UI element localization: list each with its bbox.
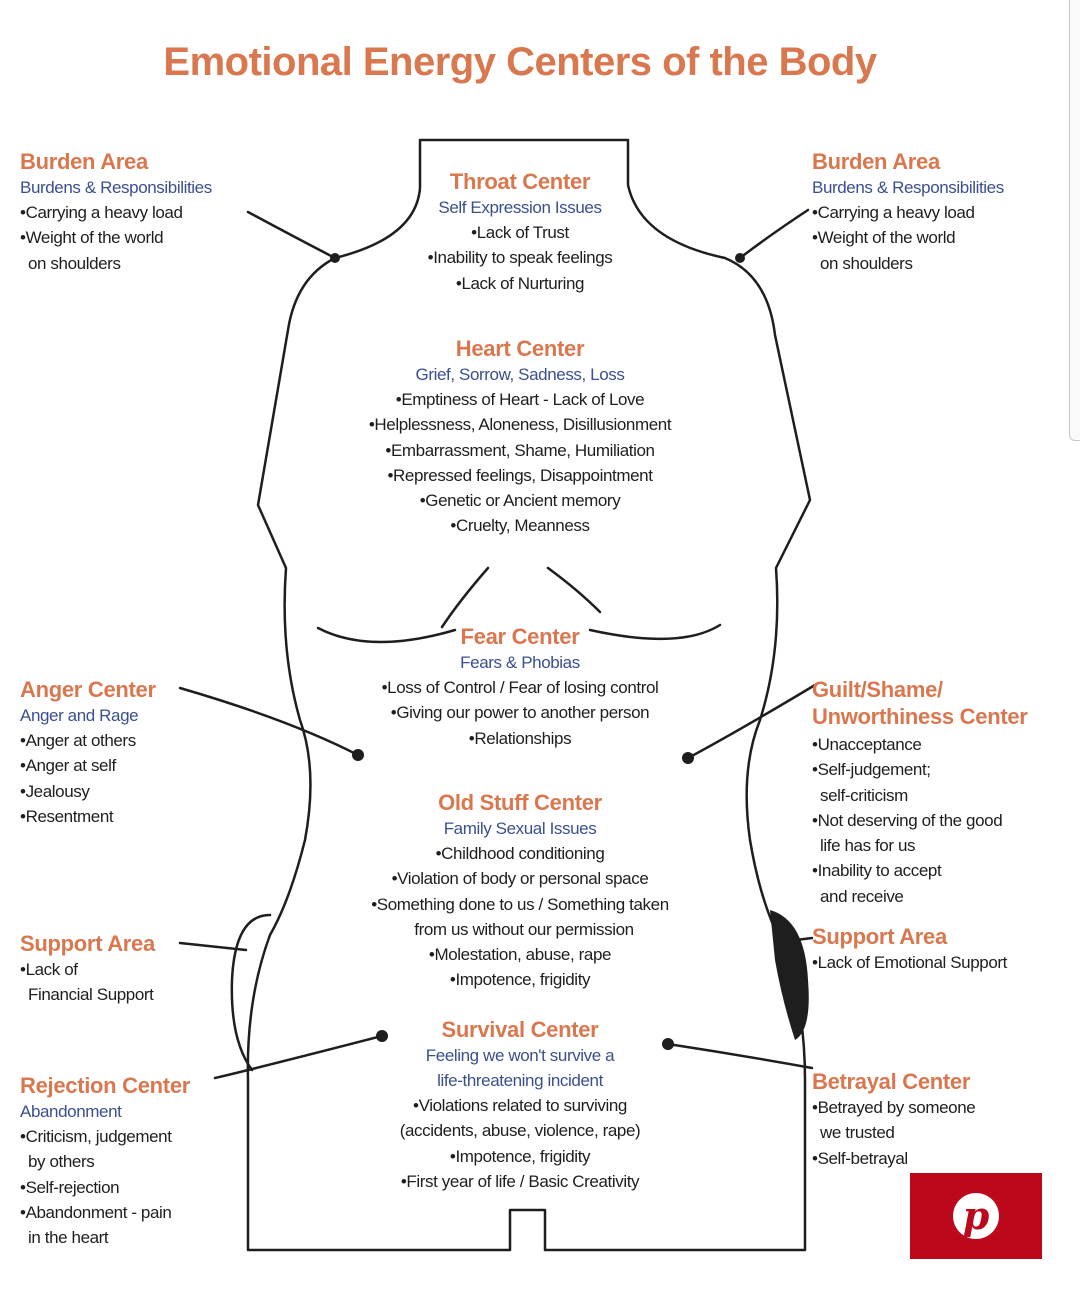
list-item: • Violation of body or personal space bbox=[310, 866, 730, 891]
old-stuff-center bbox=[310, 789, 730, 993]
list-item: • Something done to us / Something taken bbox=[310, 892, 730, 917]
list-item: • Lack of Emotional Support bbox=[812, 950, 1074, 975]
list-item: • Carrying a heavy load bbox=[812, 200, 1072, 225]
list-item: self-criticism bbox=[820, 785, 908, 805]
center-subheading: Family Sexual Issues bbox=[443, 819, 597, 838]
list-item: Financial Support bbox=[28, 985, 154, 1005]
list-item: • Lack of bbox=[20, 957, 220, 982]
list-item: • Self-judgement; bbox=[812, 757, 1074, 782]
dot-burden-left bbox=[330, 253, 340, 263]
list-item: • Giving our power to another person bbox=[320, 700, 720, 725]
list-item: • Relationships bbox=[320, 726, 720, 751]
throat-center bbox=[390, 168, 650, 296]
center-heading: Support Area bbox=[20, 931, 155, 956]
list-item: • Impotence, frigidity bbox=[340, 1144, 700, 1169]
list-item: • Unacceptance bbox=[812, 732, 1074, 757]
list-item: • Criticism, judgement bbox=[20, 1124, 235, 1149]
list-item: • Anger at others bbox=[20, 728, 220, 753]
center-subheading: Burdens & Responsibilities bbox=[812, 178, 1004, 197]
anger-center bbox=[20, 676, 220, 829]
list-item: • Resentment bbox=[20, 804, 220, 829]
guilt-shame-center bbox=[812, 676, 1074, 909]
center-heading: Throat Center bbox=[449, 169, 591, 194]
list-item: • Emptiness of Heart - Lack of Love bbox=[310, 387, 730, 412]
list-item: on shoulders bbox=[820, 253, 913, 273]
list-item: • Carrying a heavy load bbox=[20, 200, 280, 225]
center-subheading-line1: Feeling we won't survive a bbox=[425, 1046, 615, 1065]
list-item: • Lack of Nurturing bbox=[390, 271, 650, 296]
list-item: • Cruelty, Meanness bbox=[310, 513, 730, 538]
chest-line-left bbox=[442, 568, 488, 627]
list-item: • Impotence, frigidity bbox=[310, 967, 730, 992]
list-item: • Weight of the world bbox=[812, 225, 1072, 250]
list-item: • Genetic or Ancient memory bbox=[310, 488, 730, 513]
burden-area-right bbox=[812, 148, 1072, 276]
list-item: and receive bbox=[820, 886, 904, 906]
center-heading: Support Area bbox=[812, 924, 947, 949]
list-item: • Helplessness, Aloneness, Disillusionment bbox=[310, 412, 730, 437]
list-item: • Jealousy bbox=[20, 779, 220, 804]
heart-center bbox=[310, 335, 730, 539]
scrollbar[interactable] bbox=[1069, 0, 1080, 441]
center-heading-line2: Unworthiness Center bbox=[812, 704, 1028, 729]
list-item: we trusted bbox=[820, 1123, 895, 1143]
dot-burden-right bbox=[735, 253, 745, 263]
center-subheading: Burdens & Responsibilities bbox=[20, 178, 212, 197]
pinterest-logo-icon: p bbox=[953, 1193, 999, 1239]
center-heading: Rejection Center bbox=[20, 1073, 191, 1098]
page-title: Emotional Energy Centers of the Body bbox=[163, 40, 877, 84]
list-item: • Violations related to surviving bbox=[340, 1093, 700, 1118]
list-item: • Molestation, abuse, rape bbox=[310, 942, 730, 967]
list-item: • Lack of Trust bbox=[390, 220, 650, 245]
center-subheading: Self Expression Issues bbox=[438, 198, 602, 217]
dot-guilt bbox=[682, 752, 694, 764]
center-heading-line1: Guilt/Shame/ bbox=[812, 677, 943, 702]
center-heading: Burden Area bbox=[812, 149, 940, 174]
center-heading: Old Stuff Center bbox=[438, 790, 602, 815]
survival-center bbox=[340, 1016, 700, 1194]
fear-center bbox=[320, 623, 720, 751]
burden-area-left bbox=[20, 148, 280, 276]
support-area-right bbox=[812, 923, 1074, 975]
support-area-left bbox=[20, 930, 220, 1008]
leader-burden-right bbox=[740, 210, 808, 258]
list-item: life has for us bbox=[820, 836, 916, 856]
list-item: (accidents, abuse, violence, rape) bbox=[399, 1121, 641, 1141]
center-subheading: Abandonment bbox=[20, 1102, 122, 1121]
center-heading: Anger Center bbox=[20, 677, 156, 702]
list-item: • Repressed feelings, Disappointment bbox=[310, 463, 730, 488]
list-item: • Inability to speak feelings bbox=[390, 245, 650, 270]
chest-line-right bbox=[548, 568, 600, 612]
list-item: • Self-betrayal bbox=[812, 1146, 1042, 1171]
center-subheading: Anger and Rage bbox=[20, 706, 139, 725]
list-item: • Abandonment - pain bbox=[20, 1200, 235, 1225]
list-item: • Self-rejection bbox=[20, 1175, 235, 1200]
betrayal-center bbox=[812, 1068, 1042, 1171]
list-item: • Inability to accept bbox=[812, 858, 1074, 883]
center-heading: Betrayal Center bbox=[812, 1069, 971, 1094]
center-subheading: Fears & Phobias bbox=[460, 653, 580, 672]
list-item: • Weight of the world bbox=[20, 225, 280, 250]
list-item: from us without our permission bbox=[414, 919, 634, 939]
center-heading: Burden Area bbox=[20, 149, 148, 174]
list-item: • Anger at self bbox=[20, 753, 220, 778]
list-item: • First year of life / Basic Creativity bbox=[340, 1169, 700, 1194]
center-heading: Heart Center bbox=[455, 336, 585, 361]
right-flank-shadow bbox=[770, 910, 809, 1040]
pinterest-button[interactable] bbox=[910, 1173, 1042, 1259]
list-item: • Loss of Control / Fear of losing control bbox=[320, 675, 720, 700]
center-subheading-line2: life-threatening incident bbox=[437, 1071, 603, 1090]
list-item: in the heart bbox=[28, 1228, 109, 1248]
center-heading: Fear Center bbox=[460, 624, 580, 649]
center-subheading: Grief, Sorrow, Sadness, Loss bbox=[415, 365, 625, 384]
list-item: • Childhood conditioning bbox=[310, 841, 730, 866]
list-item: by others bbox=[28, 1152, 95, 1172]
list-item: • Betrayed by someone bbox=[812, 1095, 1042, 1120]
rejection-center bbox=[20, 1072, 235, 1250]
list-item: on shoulders bbox=[28, 253, 121, 273]
list-item: • Not deserving of the good bbox=[812, 808, 1074, 833]
center-heading: Survival Center bbox=[441, 1017, 599, 1042]
list-item: • Embarrassment, Shame, Humiliation bbox=[310, 438, 730, 463]
left-flank-curve bbox=[232, 915, 270, 1070]
